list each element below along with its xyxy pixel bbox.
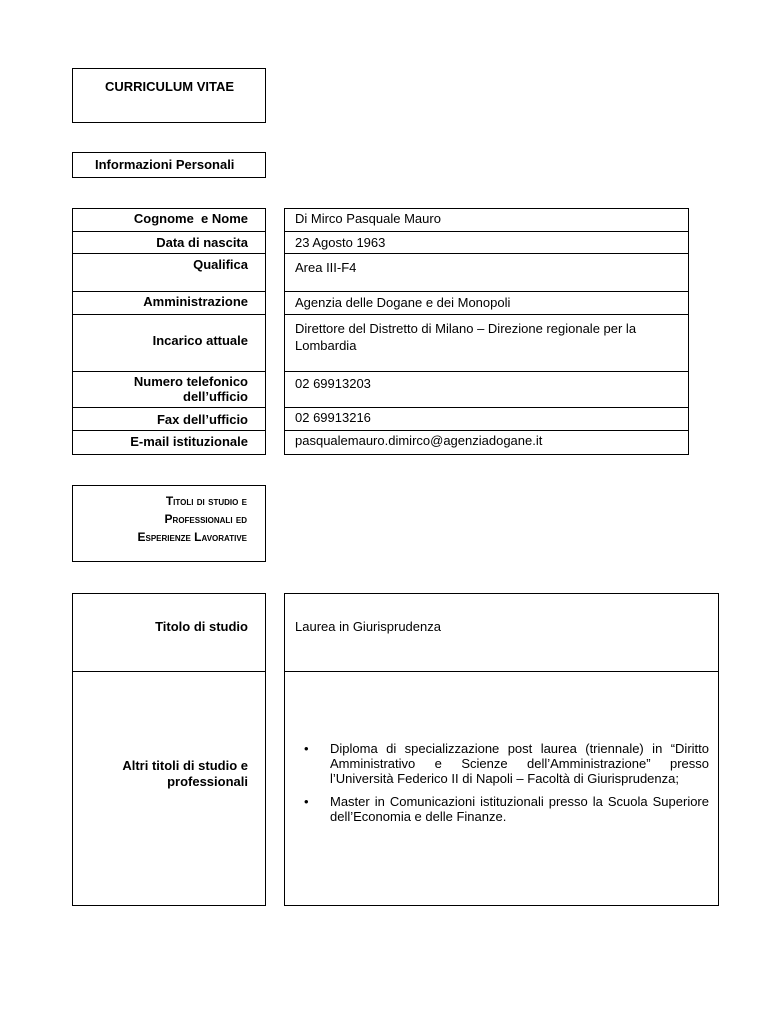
education-labels-box — [72, 593, 266, 906]
row-divider — [284, 671, 719, 672]
row-divider — [284, 407, 689, 408]
label-email: E-mail istituzionale — [130, 434, 248, 449]
bullet-icon: • — [304, 794, 309, 809]
value-administration: Agenzia delle Dogane e dei Monopoli — [295, 295, 511, 310]
row-divider — [72, 291, 266, 292]
row-divider — [72, 314, 266, 315]
row-divider — [72, 407, 266, 408]
value-birth-date: 23 Agosto 1963 — [295, 235, 386, 250]
label-other-titles-line1: Altri titoli di studio e — [122, 758, 248, 773]
titles-section-box — [72, 485, 266, 562]
value-current-role: Direttore del Distretto di Milano – Direzione regionale per la Lombardia — [295, 321, 637, 353]
list-item-text: Diploma di specializzazione post laurea (triennale) in “Diritto Amministrativo e Scienze dell’Amministrazione” presso l’Università Federico II di Napoli – Facoltà di Giurisprudenza; — [330, 741, 709, 786]
personal-section-box — [72, 152, 266, 178]
label-name: Cognome e Nome — [133, 211, 248, 226]
titles-section-line3: Esperienze Lavorative — [137, 530, 247, 544]
bullet-icon: • — [304, 741, 309, 756]
cv-title: CURRICULUM VITAE — [105, 79, 235, 94]
other-titles-list — [300, 741, 709, 832]
value-qualification: Area III-F4 — [295, 260, 357, 275]
row-divider — [284, 314, 689, 315]
personal-section-title: Informazioni Personali — [95, 157, 235, 172]
list-item — [300, 794, 709, 824]
row-divider — [284, 291, 689, 292]
row-divider — [284, 371, 689, 372]
row-divider — [72, 253, 266, 254]
row-divider — [284, 231, 689, 232]
list-item — [300, 741, 709, 786]
row-divider — [72, 371, 266, 372]
label-qualification: Qualifica — [193, 257, 248, 272]
value-office-fax: 02 69913216 — [295, 410, 371, 425]
value-email: pasqualemauro.dimirco@agenziadogane.it — [295, 433, 543, 448]
label-birth-date: Data di nascita — [156, 235, 248, 250]
label-current-role: Incarico attuale — [152, 333, 248, 348]
row-divider — [72, 231, 266, 232]
value-name: Di Mirco Pasquale Mauro — [295, 211, 441, 226]
row-divider — [284, 430, 689, 431]
label-office-fax: Fax dell’ufficio — [156, 412, 248, 427]
row-divider — [72, 671, 266, 672]
value-office-phone: 02 69913203 — [295, 376, 371, 391]
cv-title-box — [72, 68, 266, 123]
titles-section-line2: Professionali ed — [164, 512, 247, 526]
list-item-text: Master in Comunicazioni istituzionali presso la Scuola Superiore dell’Economia e delle Finanze. — [330, 794, 709, 824]
value-degree: Laurea in Giurisprudenza — [295, 619, 441, 634]
row-divider — [284, 253, 689, 254]
row-divider — [72, 430, 266, 431]
label-office-phone: Numero telefonico dell’ufficio — [133, 374, 248, 404]
label-administration: Amministrazione — [143, 294, 248, 309]
titles-section-line1: Titoli di studio e — [165, 494, 247, 508]
label-degree: Titolo di studio — [155, 619, 248, 634]
label-other-titles-line2: professionali — [167, 774, 248, 789]
